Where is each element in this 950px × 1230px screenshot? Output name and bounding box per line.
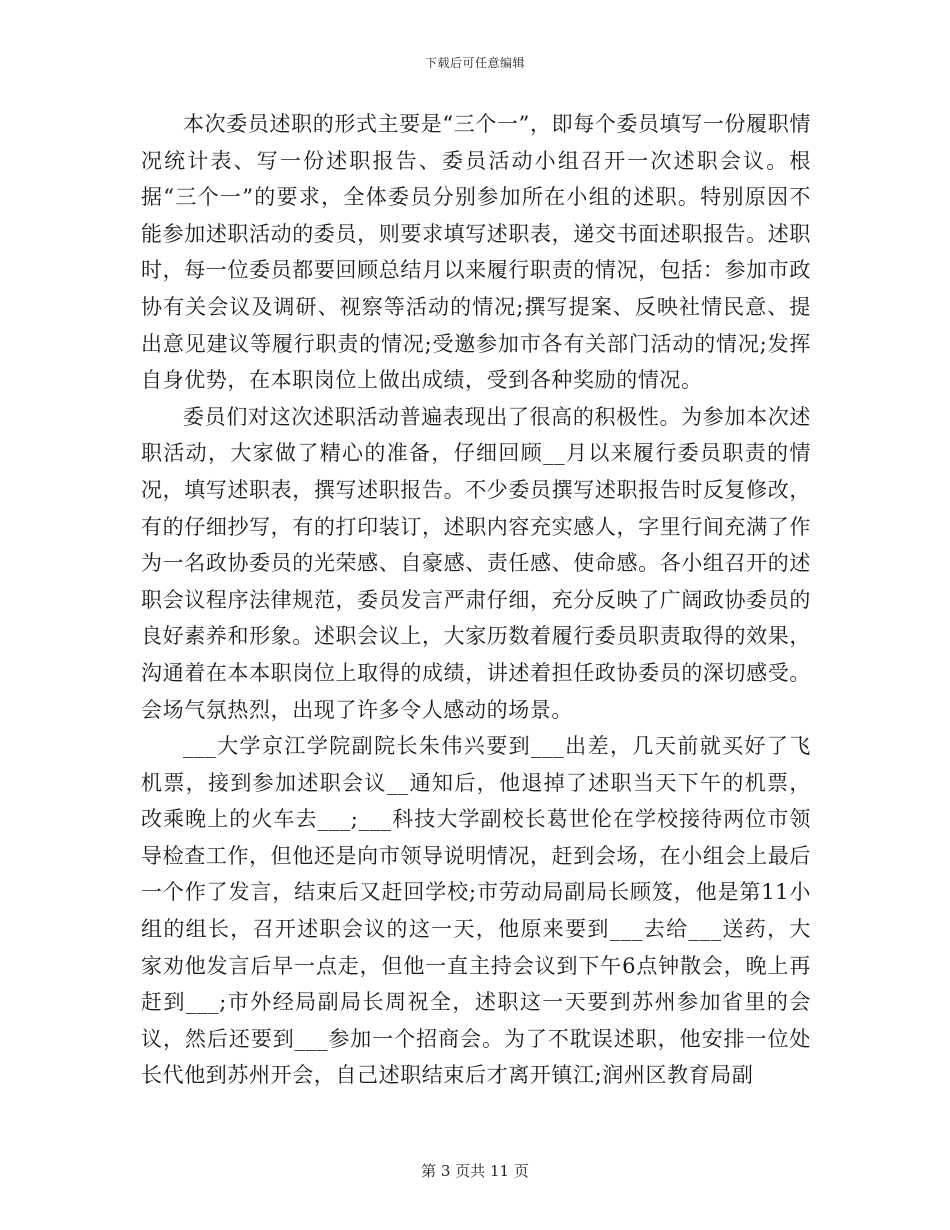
paragraph-1: 本次委员述职的形式主要是“三个一”，即每个委员填写一份履职情况统计表、写一份述职报告、委员活动小组召开一次述职会议。根据“三个一”的要求，全体委员分别参加所在小组的述职。特别原因不能参加述职活动的委员，则要求填写述职表，递交书面述职报告。述职时，每一位委员都要回顾总结月以来履行职责的情况，包括：参加市政协有关会议及调研、视察等活动的情况;撰写提案、反映社情民意、提出意见建议等履行职责的情况;受邀参加市各有关部门活动的情况;发挥自身优势，在本职岗位上做出成绩，受到各种奖励的情况。 [141,112,811,393]
page-footer: 第 3 页共 11 页 [421,1162,529,1180]
document-body [141,106,811,1094]
paragraph-2: 委员们对这次述职活动普遍表现出了很高的积极性。为参加本次述职活动，大家做了精心的准备，仔细回顾__月以来履行委员职责的情况，填写述职表，撰写述职报告。不少委员撰写述职报告时反复修改，有的仔细抄写，有的打印装订，述职内容充实感人，字里行间充满了作为一名政协委员的光荣感、自豪感、责任感、使命感。各小组召开的述职会议程序法律规范，委员发言严肃仔细，充分反映了广阔政协委员的良好素养和形象。述职会议上，大家历数着履行委员职责取得的效果，沟通着在本本职岗位上取得的成绩，讲述着担任政协委员的深切感受。会场气氛热烈，出现了许多令人感动的场景。 [141,404,811,722]
paragraph-3: ___大学京江学院副院长朱伟兴要到___出差，几天前就买好了飞机票，接到参加述职会议__通知后，他退掉了述职当天下午的机票，改乘晚上的火车去___;___科技大学副校长葛世伦在学校接待两位市领导检查工作，但他还是向市领导说明情况，赶到会场，在小组会上最后一个作了发言，结束后又赶回学校;市劳动局副局长顾笈，他是第11小组的组长，召开述职会议的这一天，他原来要到___去给___送药，大家劝他发言后早一点走，但他一直主持会议到下午6点钟散会，晚上再赶到___;市外经局副局长周祝全，述职这一天要到苏州参加省里的会议，然后还要到___参加一个招商会。为了不耽误述职，他安排一位处长代他到苏州开会，自己述职结束后才离开镇江;润州区教育局副 [141,734,811,1088]
page-header: 下载后可任意编辑 [424,56,525,70]
